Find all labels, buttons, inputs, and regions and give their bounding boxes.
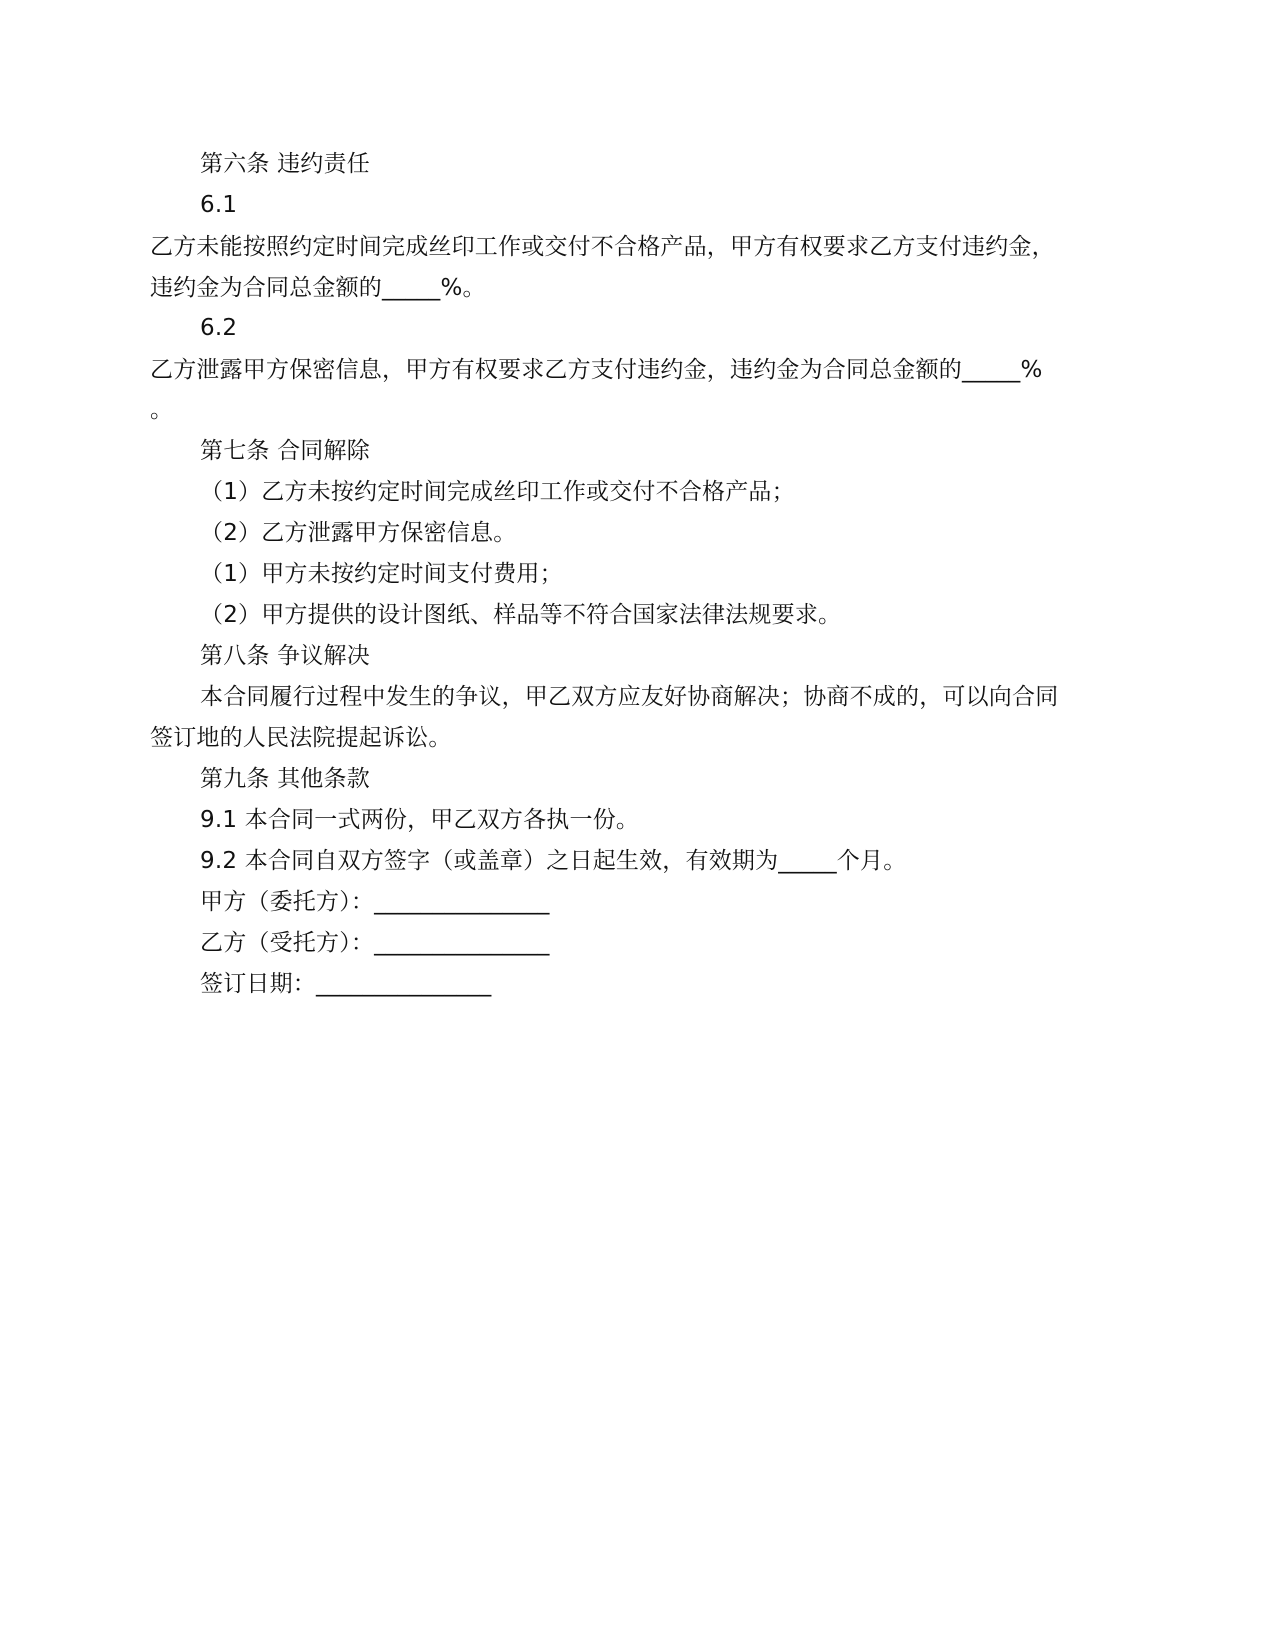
party-b-signature-line: 乙方（受托方）：_______________ [200, 930, 550, 956]
clause-9-1-text: 9.1 本合同一式两份，甲乙双方各执一份。 [200, 807, 640, 833]
article-9-heading: 第九条 其他条款 [200, 766, 370, 792]
article-7-item-2: （2）乙方泄露甲方保密信息。 [200, 520, 517, 546]
article-7-item-3: （1）甲方未按约定时间支付费用； [200, 561, 563, 587]
clause-6-2-number: 6.2 [200, 315, 238, 341]
clause-6-2-text-line-1: 乙方泄露甲方保密信息，甲方有权要求乙方支付违约金，违约金为合同总金额的_____% [150, 357, 1043, 383]
clause-6-1-text-line-1: 乙方未能按照约定时间完成丝印工作或交付不合格产品，甲方有权要求乙方支付违约金， [150, 234, 1055, 260]
clause-6-1-text-line-2: 违约金为合同总金额的_____%。 [150, 275, 486, 301]
article-8-heading: 第八条 争议解决 [200, 643, 370, 669]
article-8-text-line-1: 本合同履行过程中发生的争议，甲乙双方应友好协商解决；协商不成的，可以向合同 [200, 684, 1059, 710]
signing-date-line: 签订日期：_______________ [200, 971, 492, 997]
clause-9-2-text: 9.2 本合同自双方签字（或盖章）之日起生效，有效期为_____个月。 [200, 848, 907, 874]
article-6-heading: 第六条 违约责任 [200, 151, 370, 177]
article-8-text-line-2: 签订地的人民法院提起诉讼。 [150, 725, 452, 751]
party-a-signature-line: 甲方（委托方）：_______________ [200, 889, 550, 915]
article-7-heading: 第七条 合同解除 [200, 438, 370, 464]
article-7-item-4: （2）甲方提供的设计图纸、样品等不符合国家法律法规要求。 [200, 602, 842, 628]
clause-6-1-number: 6.1 [200, 192, 238, 218]
article-7-item-1: （1）乙方未按约定时间完成丝印工作或交付不合格产品； [200, 479, 795, 505]
clause-6-2-text-line-2: 。 [150, 397, 174, 423]
